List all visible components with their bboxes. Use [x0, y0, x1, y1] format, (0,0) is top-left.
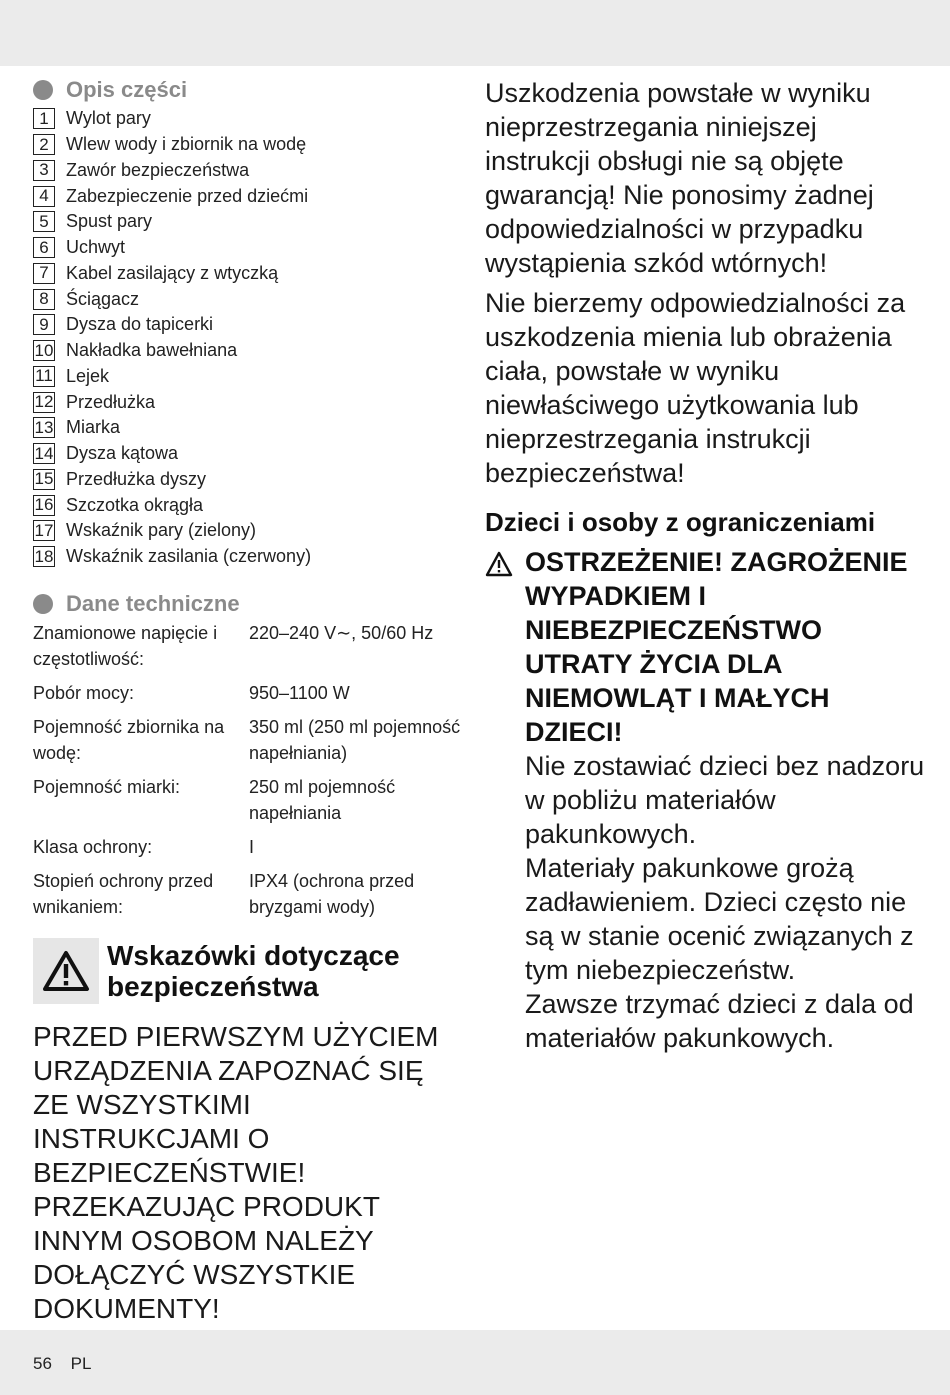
part-number-box: 5 — [33, 211, 55, 232]
safety-caps-text: PRZED PIERWSZYM UŻYCIEM URZĄDZENIA ZAPOZNAĆ SIĘ ZE WSZYSTKIMI INSTRUKCJAMI O BEZPIECZEŃSTWIE! PRZEKAZUJĄC PRODUKT INNYM OSOBOM NALEŻY DOŁĄCZYĆ WSZYSTKIE DOKUMENTY! — [33, 1020, 439, 1324]
warning-body — [525, 545, 925, 1055]
bottom-band — [0, 1330, 950, 1395]
part-label: Ściągacz — [66, 288, 140, 309]
warning-line: Nie zostawiać dzieci bez nadzoru w pobliżu materiałów pakunkowych. — [525, 751, 925, 849]
part-number-box: 12 — [34, 392, 54, 412]
part-label: Dysza kątowa — [66, 443, 179, 464]
part-number-box: 4 — [33, 186, 55, 207]
part-label: Zawór bezpieczeństwa — [66, 159, 250, 180]
parts-list-item — [33, 544, 463, 570]
part-number-box: 17 — [34, 520, 54, 540]
parts-list — [33, 106, 463, 570]
parts-list-item — [33, 106, 463, 132]
parts-list-item — [33, 235, 463, 261]
tech-value: I — [249, 836, 255, 857]
parts-list-item — [33, 415, 463, 441]
children-heading: Dzieci i osoby z ograniczeniami — [485, 507, 876, 537]
part-label: Przedłużka — [66, 391, 156, 412]
tech-row — [33, 774, 463, 826]
tech-label: Pojemność miarki: — [33, 776, 181, 797]
part-number-box: 8 — [33, 289, 55, 310]
parts-section-title: Opis części — [66, 77, 188, 102]
part-number-box: 7 — [33, 263, 55, 284]
parts-list-item — [33, 338, 463, 364]
parts-list-item — [33, 132, 463, 158]
safety-section-header — [33, 938, 463, 1004]
part-label: Kabel zasilający z wtyczką — [66, 262, 279, 283]
parts-list-item — [33, 261, 463, 287]
liability-paragraph: Nie bierzemy odpowiedzialności za uszkodzenia mienia lub obrażenia ciała, powstałe w wyniku niewłaściwego użytkowania lub nieprzestrzegania instrukcji bezpieczeństwa! — [485, 288, 906, 488]
part-number-box: 14 — [34, 443, 54, 463]
part-number-box: 1 — [33, 108, 55, 129]
part-label: Miarka — [66, 417, 121, 438]
part-number-box: 3 — [33, 160, 55, 181]
part-label: Szczotka okrągła — [66, 494, 204, 515]
tech-label: Znamionowe napięcie i częstotliwość: — [33, 622, 218, 669]
parts-list-item — [33, 364, 463, 390]
parts-list-item — [33, 518, 463, 544]
tech-value: 950–1100 W — [249, 682, 350, 703]
part-number-box: 16 — [34, 495, 54, 515]
part-label: Przedłużka dyszy — [66, 468, 207, 489]
parts-section-header — [33, 76, 463, 104]
parts-list-item — [33, 389, 463, 415]
bullet-icon — [33, 80, 53, 100]
safety-section-title: Wskazówki dotyczące bezpieczeństwa — [107, 939, 400, 1002]
part-number-box: 6 — [33, 237, 55, 258]
part-number-box: 15 — [34, 469, 54, 489]
part-label: Wlew wody i zbiornik na wodę — [66, 134, 307, 155]
part-number-box: 10 — [34, 340, 54, 360]
language-code: PL — [70, 1354, 92, 1373]
part-label: Lejek — [66, 365, 110, 386]
part-label: Dysza do tapicerki — [66, 314, 214, 335]
page-number: 56 — [33, 1354, 52, 1373]
warning-triangle-icon — [485, 545, 525, 1055]
tech-value: 350 ml (250 ml pojemność napełniania) — [249, 716, 461, 763]
parts-list-item — [33, 158, 463, 184]
right-column — [485, 76, 925, 1055]
part-label: Uchwyt — [66, 237, 126, 258]
tech-row — [33, 834, 463, 860]
page-footer — [33, 1354, 91, 1374]
parts-list-item — [33, 312, 463, 338]
part-number-box: 13 — [34, 417, 54, 437]
part-number-box: 2 — [33, 134, 55, 155]
warranty-paragraph: Uszkodzenia powstałe w wyniku nieprzestrzegania niniejszej instrukcji obsługi nie są objęte gwarancją! Nie ponosimy żadnej odpowiedzialności w przypadku wystąpienia szkód wtórnych! — [485, 78, 874, 278]
tech-value: 250 ml pojemność napełniania — [249, 776, 396, 823]
tech-label: Stopień ochrony przed wnikaniem: — [33, 870, 214, 917]
top-band — [0, 0, 950, 66]
tech-section-title: Dane techniczne — [66, 590, 240, 616]
left-column — [33, 76, 463, 1326]
warning-triangle-icon — [33, 938, 99, 1004]
warning-line: Materiały pakunkowe grożą zadławieniem. Dzieci często nie są w stanie ocenić związanych z tym niebezpieczeństw. — [525, 853, 914, 985]
tech-label: Pobór mocy: — [33, 682, 135, 703]
tech-label: Klasa ochrony: — [33, 836, 153, 857]
tech-row — [33, 714, 463, 766]
tech-row — [33, 620, 463, 672]
part-label: Spust pary — [66, 211, 153, 232]
children-warning — [485, 545, 925, 1055]
tech-table — [33, 620, 463, 920]
parts-list-item — [33, 492, 463, 518]
tech-label: Pojemność zbiornika na wodę: — [33, 716, 225, 763]
part-label: Zabezpieczenie przed dziećmi — [66, 185, 309, 206]
part-number-box: 18 — [34, 546, 54, 566]
parts-list-item — [33, 286, 463, 312]
parts-list-item — [33, 467, 463, 493]
warning-title: OSTRZEŻENIE! ZAGROŻENIE WYPADKIEM I NIEBEZPIECZEŃSTWO UTRATY ŻYCIA DLA NIEMOWLĄT I MAŁYCH DZIECI! — [525, 547, 908, 747]
warning-line: Zawsze trzymać dzieci z dala od materiałów pakunkowych. — [525, 989, 914, 1053]
tech-section-header — [33, 590, 463, 618]
parts-list-item — [33, 441, 463, 467]
part-label: Wylot pary — [66, 108, 151, 129]
tech-row — [33, 680, 463, 706]
parts-list-item — [33, 209, 463, 235]
tech-value: 220–240 V∼, 50/60 Hz — [249, 622, 434, 643]
part-number-box: 11 — [33, 366, 55, 387]
tech-value: IPX4 (ochrona przed bryzgami wody) — [249, 870, 415, 917]
tech-row — [33, 868, 463, 920]
part-number-box: 9 — [33, 314, 55, 335]
part-label: Wskaźnik pary (zielony) — [66, 520, 257, 541]
part-label: Nakładka bawełniana — [66, 340, 238, 361]
parts-list-item — [33, 183, 463, 209]
part-label: Wskaźnik zasilania (czerwony) — [66, 546, 312, 567]
bullet-icon — [33, 594, 53, 614]
